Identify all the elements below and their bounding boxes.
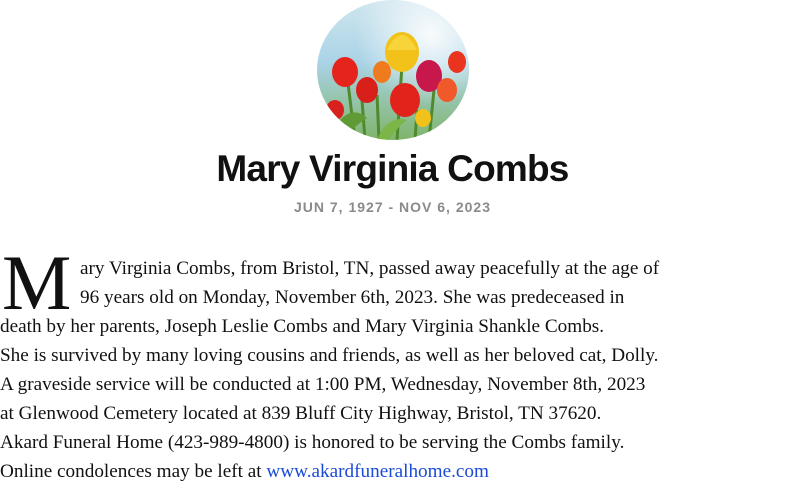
life-dates: JUN 7, 1927 - NOV 6, 2023 — [294, 199, 491, 215]
drop-cap: M — [2, 239, 72, 326]
obituary-line: She is survived by many loving cousins and friends, as well as her beloved cat, Dolly. — [0, 345, 659, 366]
obituary-line-last — [0, 457, 785, 486]
obituary-line: death by her parents, Joseph Leslie Combs and Mary Virginia Shankle Combs. — [0, 316, 605, 337]
obituary-line: A graveside service will be conducted at 1:00 PM, Wednesday, November 8th, 2023 — [0, 374, 646, 395]
obituary-line: 96 years old on Monday, November 6th, 2023. She was predeceased in — [80, 287, 625, 308]
condolences-text: Online condolences may be left at — [0, 461, 267, 482]
obituary-line: at Glenwood Cemetery located at 839 Bluff City Highway, Bristol, TN 37620. — [0, 403, 602, 424]
obituary-text — [0, 239, 785, 486]
funeral-home-link[interactable]: www.akardfuneralhome.com — [266, 461, 489, 482]
deceased-name: Mary Virginia Combs — [216, 148, 569, 189]
obituary-line: Akard Funeral Home (423-989-4800) is honored to be serving the Combs family. — [0, 432, 625, 453]
tulips-photo-icon — [317, 0, 469, 140]
obituary-line: ary Virginia Combs, from Bristol, TN, passed away peacefully at the age of — [80, 258, 660, 279]
